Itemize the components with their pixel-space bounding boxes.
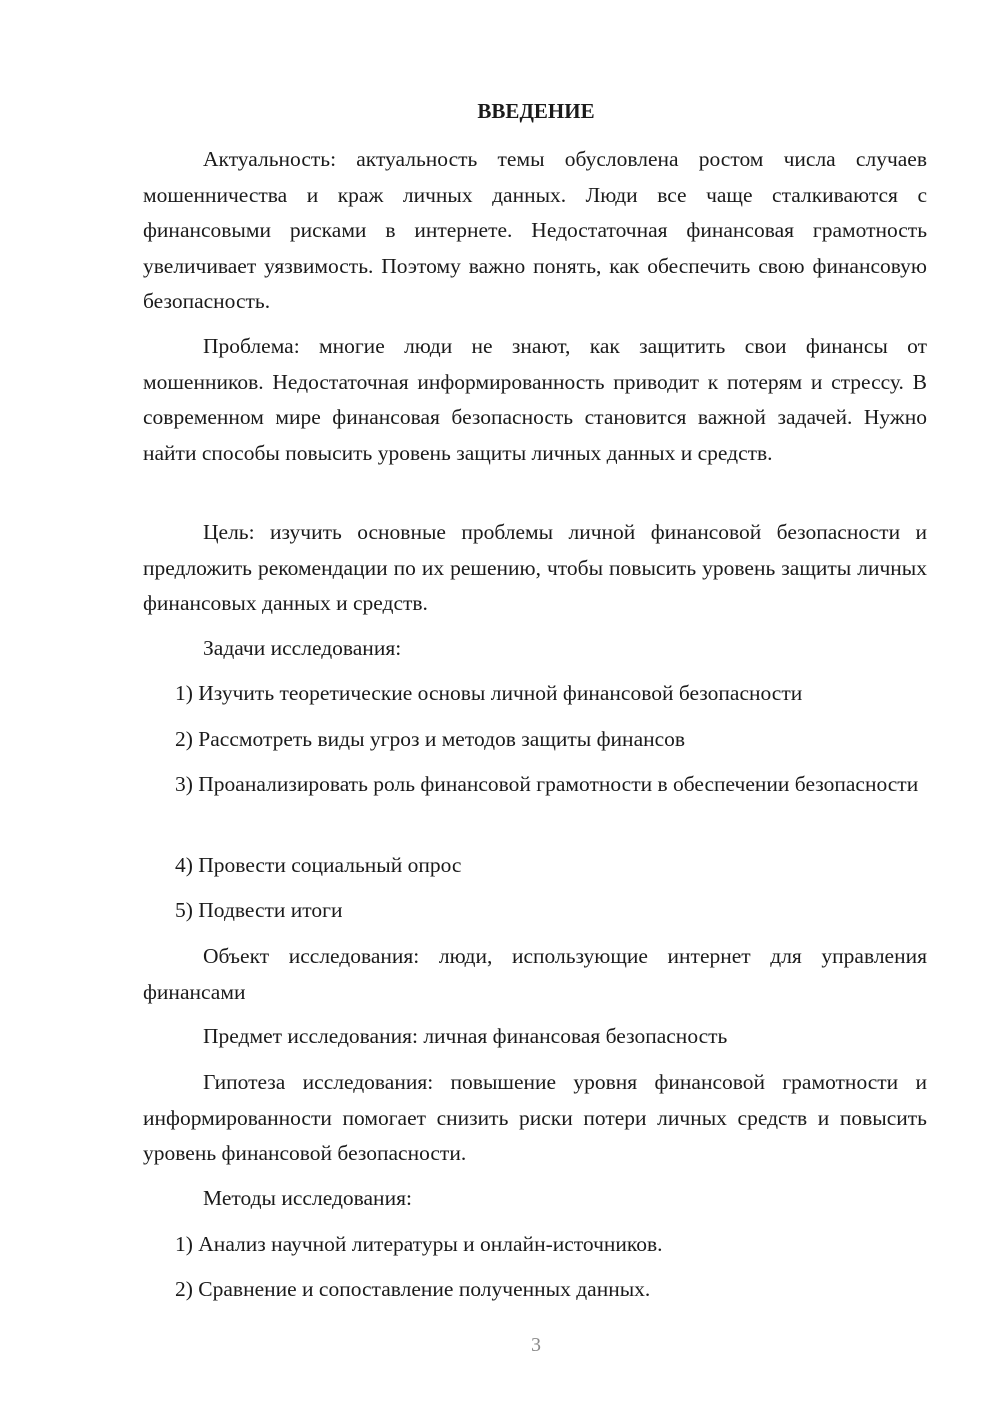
relevance-paragraph: Актуальность: актуальность темы обусловлена ростом числа случаев мошенничества и краж личных данных. Люди все чаще сталкиваются с финансовыми рисками в интернете. Недостаточная финансовая грамотность увеличивает уязвимость. Поэтому важно понять, как обеспечить свою финансовую безопасность. (143, 147, 927, 313)
method-item-1: 1) Анализ научной литературы и онлайн-источников. (175, 1232, 663, 1256)
method-item-2: 2) Сравнение и сопоставление полученных данных. (175, 1277, 651, 1301)
tasks-heading: Задачи исследования: (203, 636, 402, 660)
object-paragraph: Объект исследования: люди, использующие интернет для управления финансами (143, 944, 927, 1004)
task-item-2: 2) Рассмотреть виды угроз и методов защиты финансов (175, 727, 686, 751)
task-item-1: 1) Изучить теоретические основы личной финансовой безопасности (175, 681, 803, 705)
goal-paragraph: Цель: изучить основные проблемы личной финансовой безопасности и предложить рекомендации по их решению, чтобы повысить уровень защиты личных финансовых данных и средств. (143, 520, 927, 615)
hypothesis-paragraph: Гипотеза исследования: повышение уровня финансовой грамотности и информированности помогает снизить риски потери личных средств и повысить уровень финансовой безопасности. (143, 1070, 927, 1165)
subject-paragraph: Предмет исследования: личная финансовая безопасность (203, 1024, 728, 1048)
page-title: ВВЕДЕНИЕ (477, 99, 595, 123)
task-item-5: 5) Подвести итоги (175, 898, 343, 922)
page-number: 3 (531, 1334, 541, 1356)
task-item-3: 3) Проанализировать роль финансовой грамотности в обеспечении безопасности (175, 772, 919, 796)
task-item-4: 4) Провести социальный опрос (175, 853, 462, 877)
problem-paragraph: Проблема: многие люди не знают, как защитить свои финансы от мошенников. Недостаточная информированность приводит к потерям и стрессу. В современном мире финансовая безопасность становится важной задачей. Нужно найти способы повысить уровень защиты личных данных и средств. (143, 334, 927, 465)
methods-heading: Методы исследования: (203, 1186, 412, 1210)
